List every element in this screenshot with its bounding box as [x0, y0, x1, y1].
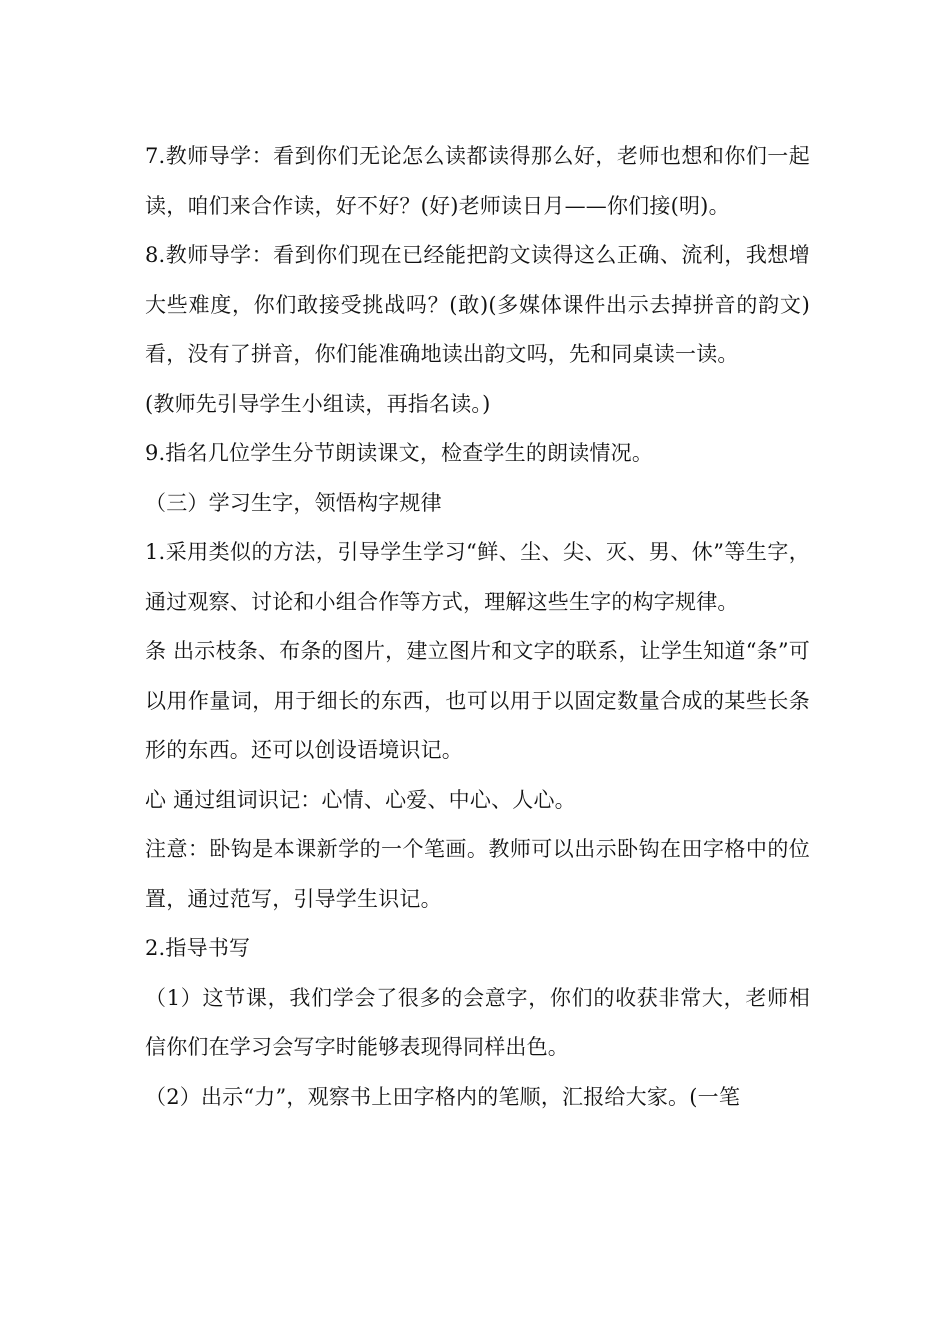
paragraph-writing-guidance: 2.指导书写	[145, 936, 251, 960]
paragraph-method-1: 1.采用类似的方法，引导学生学习“鲜、尘、尖、灭、男、休”等生字，通过观察、讨论和小组合作等方式，理解这些生字的构字规律。	[145, 540, 810, 614]
paragraph-step-9: 9.指名几位学生分节朗读课文，检查学生的朗读情况。	[145, 441, 654, 465]
paragraph-step-8: 8.教师导学：看到你们现在已经能把韵文读得这么正确、流利，我想增大些难度，你们敢接受挑战吗？(敢)(多媒体课件出示去掉拼音的韵文)看，没有了拼音，你们能准确地读出韵文吗，先和同桌读一读。	[145, 243, 810, 366]
paragraph-writing-2: （2）出示“力”，观察书上田字格内的笔顺，汇报给大家。(一笔	[145, 1084, 741, 1109]
paragraph-step-7: 7.教师导学：看到你们无论怎么读都读得那么好，老师也想和你们一起读，咱们来合作读，好不好？(好)老师读日月——你们接(明)。	[145, 144, 810, 218]
paragraph-writing-1: （1）这节课，我们学会了很多的会意字，你们的收获非常大，老师相信你们在学习会写字时能够表现得同样出色。	[145, 985, 810, 1059]
paragraph-note-wogou: 注意：卧钩是本课新学的一个笔画。教师可以出示卧钩在田字格中的位置，通过范写，引导学生识记。	[145, 837, 810, 911]
section-heading-learn-characters: （三）学习生字，领悟构字规律	[145, 490, 442, 515]
paragraph-character-tiao: 条 出示枝条、布条的图片，建立图片和文字的联系，让学生知道“条”可以用作量词，用于细长的东西，也可以用于以固定数量合成的某些长条形的东西。还可以创设语境识记。	[145, 639, 810, 762]
document-body	[145, 132, 810, 1122]
paragraph-teacher-note: (教师先引导学生小组读，再指名读。)	[145, 391, 491, 416]
paragraph-character-xin: 心 通过组词识记：心情、心爱、中心、人心。	[145, 787, 576, 812]
